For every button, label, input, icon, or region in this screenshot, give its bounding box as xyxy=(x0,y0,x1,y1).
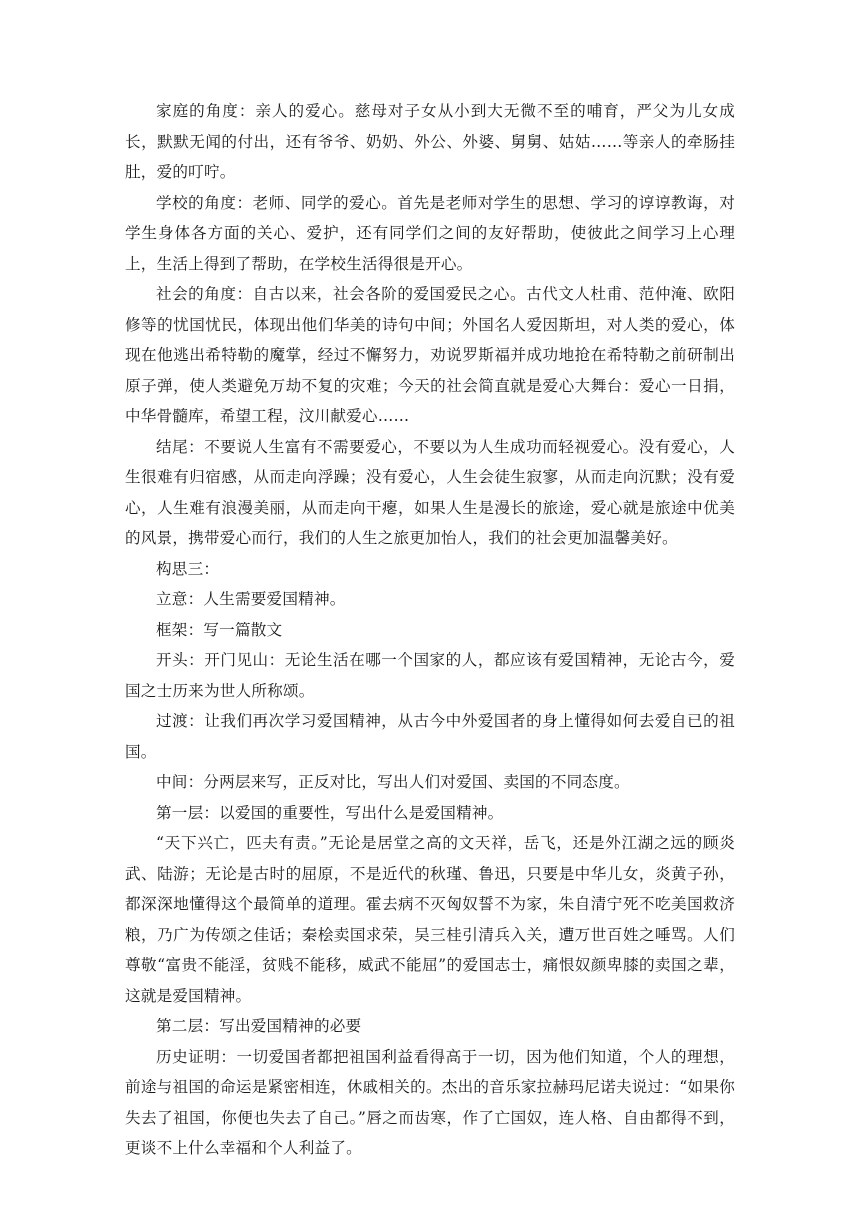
paragraph-society-perspective: 社会的角度：自古以来，社会各阶的爱国爱民之心。古代文人杜甫、范仲淹、欧阳修等的忧国忧民，体现出他们华美的诗句中间；外国名人爱因斯坦，对人类的爱心，体现在他逃出希特勒的魔掌，经过不懈努力，劝说罗斯福并成功地抢在希特勒之前研制出原子弹，使人类避免万劫不复的灾难；今天的社会简直就是爱心大舞台：爱心一日捐，中华骨髓库，希望工程，汶川献爱心…… xyxy=(125,285,735,425)
paragraph-transition: 过渡：让我们再次学习爱国精神，从古今中外爱国者的身上懂得如何去爱自已的祖国。 xyxy=(125,712,735,761)
heading-idea-three: 构思三： xyxy=(156,559,220,578)
paragraph-framework: 框架：写一篇散文 xyxy=(156,620,283,639)
paragraph-layer-two-body: 历史证明：一切爱国者都把祖国利益看得高于一切，因为他们知道，个人的理想，前途与祖国的命运是紧密相连，休戚相关的。杰出的音乐家拉赫玛尼诺夫说过：“如果你失去了祖国，你便也失去了自己。”唇之而齿寒，作了亡国奴，连人格、自由都得不到，更谈不上什么幸福和个人利益了。 xyxy=(125,1047,735,1157)
paragraph-opening: 开头：开门见山：无论生活在哪一个国家的人，都应该有爱国精神，无论古今，爱国之士历来为世人所称颂。 xyxy=(125,651,735,700)
paragraph-layer-one-body: “天下兴亡，匹夫有责。”无论是居堂之高的文天祥，岳飞，还是外江湖之远的顾炎武、陆游；无论是古时的屈原，不是近代的秋瑾、鲁迅，只要是中华儿女，炎黄子孙，都深深地懂得这个最简单的道理。霍去病不灭匈奴誓不为家，朱自清宁死不吃美国救济粮，乃广为传颂之佳话；秦桧卖国求荣，吴三桂引清兵入关，遭万世百姓之唾骂。人们尊敬“富贵不能淫，贫贱不能移，威武不能屈”的爱国志士，痛恨奴颜卑膝的卖国之辈，这就是爱国精神。 xyxy=(125,834,735,1005)
paragraph-family-perspective: 家庭的角度：亲人的爱心。慈母对子女从小到大无微不至的哺育，严父为儿女成长，默默无闻的付出，还有爷爷、奶奶、外公、外婆、舅舅、姑姑……等亲人的牵肠挂肚，爱的叮咛。 xyxy=(125,102,735,181)
paragraph-layer-one: 第一层：以爱国的重要性，写出什么是爱国精神。 xyxy=(156,803,504,822)
paragraph-layer-two: 第二层：写出爱国精神的必要 xyxy=(156,1017,362,1035)
paragraph-theme: 立意：人生需要爱国精神。 xyxy=(156,590,346,608)
paragraph-middle: 中间：分两层来写，正反对比，写出人们对爱国、卖国的不同态度。 xyxy=(156,773,630,791)
paragraph-school-perspective: 学校的角度：老师、同学的爱心。首先是老师对学生的思想、学习的谆谆教诲，对学生身体各方面的关心、爱护，还有同学们之间的友好帮助，使彼此之间学习上心理上，生活上得到了帮助，在学校生活得很是开心。 xyxy=(125,193,735,273)
paragraph-conclusion: 结尾：不要说人生富有不需要爱心，不要以为人生成功而轻视爱心。没有爱心，人生很难有归宿感，从而走向浮躁；没有爱心，人生会徒生寂寥，从而走向沉默；没有爱心，人生难有浪漫美丽，从而走向干瘪，如果人生是漫长的旅途，爱心就是旅途中优美的风景，携带爱心而行，我们的人生之旅更加怡人，我们的社会更加温馨美好。 xyxy=(125,437,735,547)
